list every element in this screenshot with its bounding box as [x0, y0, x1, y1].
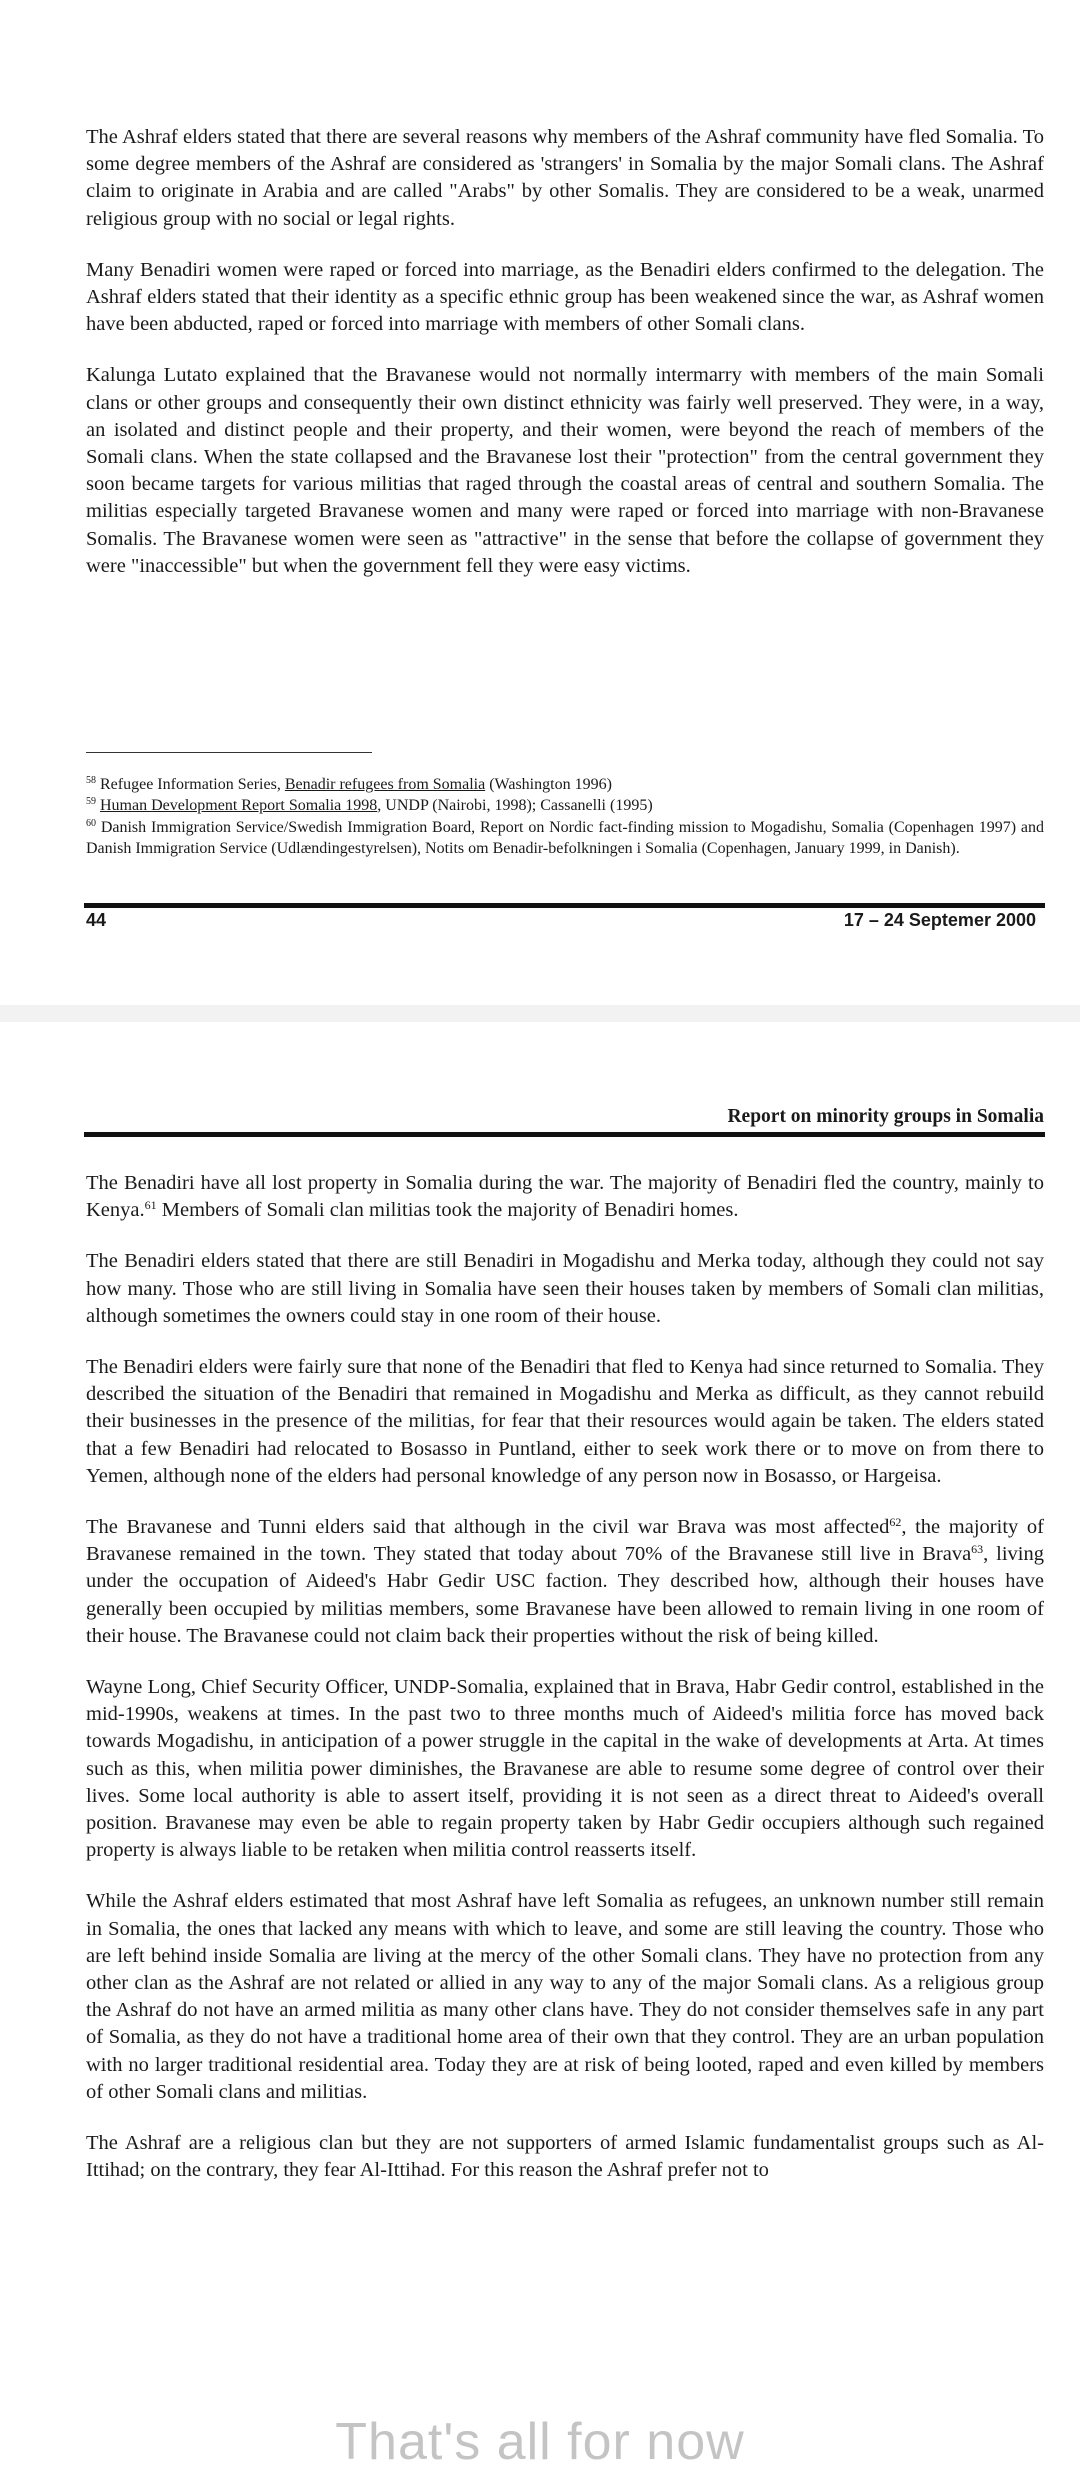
footnotes — [86, 774, 1044, 860]
page-separator — [0, 1005, 1080, 1022]
text-run: , the majority of Bravanese remained in the town. They stated that today about 70% of the Bravanese still live in Brava — [86, 1516, 1044, 1566]
footnote-separator — [86, 752, 372, 753]
end-of-content-message: That's all for now — [335, 2413, 745, 2471]
text-run: Members of Somali clan militias took the majority of Benadiri homes. — [156, 1199, 739, 1222]
footer-date: 17 – 24 Septemer 2000 — [843, 910, 1036, 930]
paragraph-ashraf-remaining: While the Ashraf elders estimated that most Ashraf have left Somalia as refugees, an unknown number still remain in Somalia, the ones that lacked any means with which to leave, and some are still leaving the country. Those who are left behind inside Somalia are living at the mercy of the other Somali clans. They have no protection from any other clan as the Ashraf are not related or allied in any way to any of the major Somali clans. As a religious group the Ashraf do not have an armed militia as many other clans have. They do not consider themselves safe in any part of Somalia, as they do not have a traditional home area of their own that they control. They are an urban population with no larger traditional residential area. Today they are at risk of being looted, raped and even killed by members of other Somali clans and militias. — [86, 1890, 1044, 2103]
paragraph-benadiri-mogadishu: The Benadiri elders stated that there are still Benadiri in Mogadishu and Merka today, although they could not say how many. Those who are still living in Somalia have seen their houses taken by members of Somali clan militias, although sometimes the owners could stay in one room of their house. — [86, 1250, 1044, 1327]
footnote-text: Danish Immigration Service/Swedish Immigration Board, Report on Nordic fact-finding mission to Mogadishu, Somalia (Copenhagen 1997) and Danish Immigration Service (Udlændingestyrelsen), Notits om Benadir-befolkningen i Somalia (Copenhagen, January 1999, in Danish). — [86, 818, 1045, 858]
page-44-body — [86, 124, 1044, 604]
page-45-body — [86, 1170, 1044, 2209]
footnote-text: , UNDP (Nairobi, 1998); Cassanelli (1995) — [377, 797, 653, 815]
paragraph-kalunga-lutato: Kalunga Lutato explained that the Bravanese would not normally intermarry with members of the main Somali clans or other groups and consequently their own distinct ethnicity was fairly well preserved. They were, in a way, an isolated and distinct people and their property, and their women, were beyond the reach of members of the Somali clans. When the state collapsed and the Bravanese lost their "protection" from the central government they soon became targets for various militias that raged through the coastal areas of central and southern Somalia. The militias especially targeted Bravanese women and many were raped or forced into marriage with non-Bravanese Somalis. The Bravanese women were seen as "attractive" in the sense that before the collapse of government they were "inaccessible" but when the government fell they were easy victims. — [86, 364, 1044, 577]
footnote-60 — [86, 817, 1044, 860]
footnote-title: Benadir refugees from Somalia — [284, 776, 486, 793]
text-run: , living under the occupation of Aideed's Habr Gedir USC faction. They described how, although their houses have generally been occupied by militias members, some Bravanese have been allowed to remain living in one room of their house. The Bravanese could not claim back their properties without the risk of being killed. — [86, 1543, 1044, 1647]
footnote-ref-61: 61 — [144, 1198, 157, 1213]
document-page-44 — [0, 0, 1080, 1005]
footnote-ref-62: 62 — [889, 1515, 902, 1530]
footnote-text: (Washington 1996) — [485, 776, 612, 793]
text-run: The Bravanese and Tunni elders said that although in the civil war Brava was most affected — [86, 1516, 890, 1539]
document-page-45 — [0, 1022, 1080, 2460]
footnote-59 — [86, 795, 1044, 816]
paragraph-benadiri-property — [86, 1170, 1044, 1224]
paragraph-benadiri-kenya: The Benadiri elders were fairly sure that none of the Benadiri that fled to Kenya had since returned to Somalia. They described the situation of the Benadiri that remained in Mogadishu and Merka as difficult, as they cannot rebuild their businesses in the presence of the militias, for fear that their resources would again be taken. The elders stated that a few Benadiri had relocated to Bosasso in Puntland, either to seek work there or to move on from there to Yemen, although none of the elders had personal knowledge of any person now in Bosasso, or Hargeisa. — [86, 1356, 1044, 1487]
page-number: 44 — [86, 910, 107, 930]
paragraph-ashraf-religious: The Ashraf are a religious clan but they are not supporters of armed Islamic fundamentalist groups such as Al-Ittihad; on the contrary, they fear Al-Ittihad. For this reason the Ashraf prefer not to — [86, 2132, 1044, 2182]
header-rule — [84, 1132, 1045, 1137]
footer-rule — [84, 903, 1045, 908]
footnote-number: 59 — [86, 796, 96, 808]
footnote-ref-63: 63 — [971, 1542, 984, 1557]
footnote-58 — [86, 774, 1044, 795]
footnote-text: Refugee Information Series, — [100, 776, 285, 793]
paragraph-benadiri-women: Many Benadiri women were raped or forced into marriage, as the Benadiri elders confirmed to the delegation. The Ashraf elders stated that their identity as a specific ethnic group has been weakened since the war, as Ashraf women have been abducted, raped or forced into marriage with members of other Somali clans. — [86, 258, 1044, 336]
footnote-number: 58 — [86, 775, 96, 786]
paragraph-bravanese-tunni — [86, 1514, 1044, 1650]
footnote-number: 60 — [86, 817, 96, 829]
paragraph-wayne-long: Wayne Long, Chief Security Officer, UNDP-Somalia, explained that in Brava, Habr Gedir control, established in the mid-1990s, weakens at times. In the past two to three months much of Aideed's militia force has moved back towards Mogadishu, in anticipation of a power struggle in the capital in the wake of developments at Arta. At times such as this, when militia power diminishes, the Bravanese are able to resume some degree of control over their lives. Some local authority is able to assert itself, providing it is not seen as a direct threat to Aideed's overall position. Bravanese may even be able to regain property taken by Habr Gedir occupiers although such regained property is always liable to be retaken when militia control reasserts itself. — [86, 1676, 1044, 1862]
running-header: Report on minority groups in Somalia — [727, 1106, 1044, 1127]
text-run: The Benadiri have all lost property in Somalia during the war. The majority of Benadiri fled the country, mainly to Kenya. — [86, 1172, 1044, 1222]
paragraph-ashraf-reasons: The Ashraf elders stated that there are several reasons why members of the Ashraf community have fled Somalia. To some degree members of the Ashraf are considered as 'strangers' in Somalia by the major Somali clans. The Ashraf claim to originate in Arabia and are called "Arabs" by other Somalis. They are considered to be a weak, unarmed religious group with no social or legal rights. — [86, 126, 1044, 230]
footnote-title: Human Development Report Somalia 1998 — [100, 797, 378, 815]
